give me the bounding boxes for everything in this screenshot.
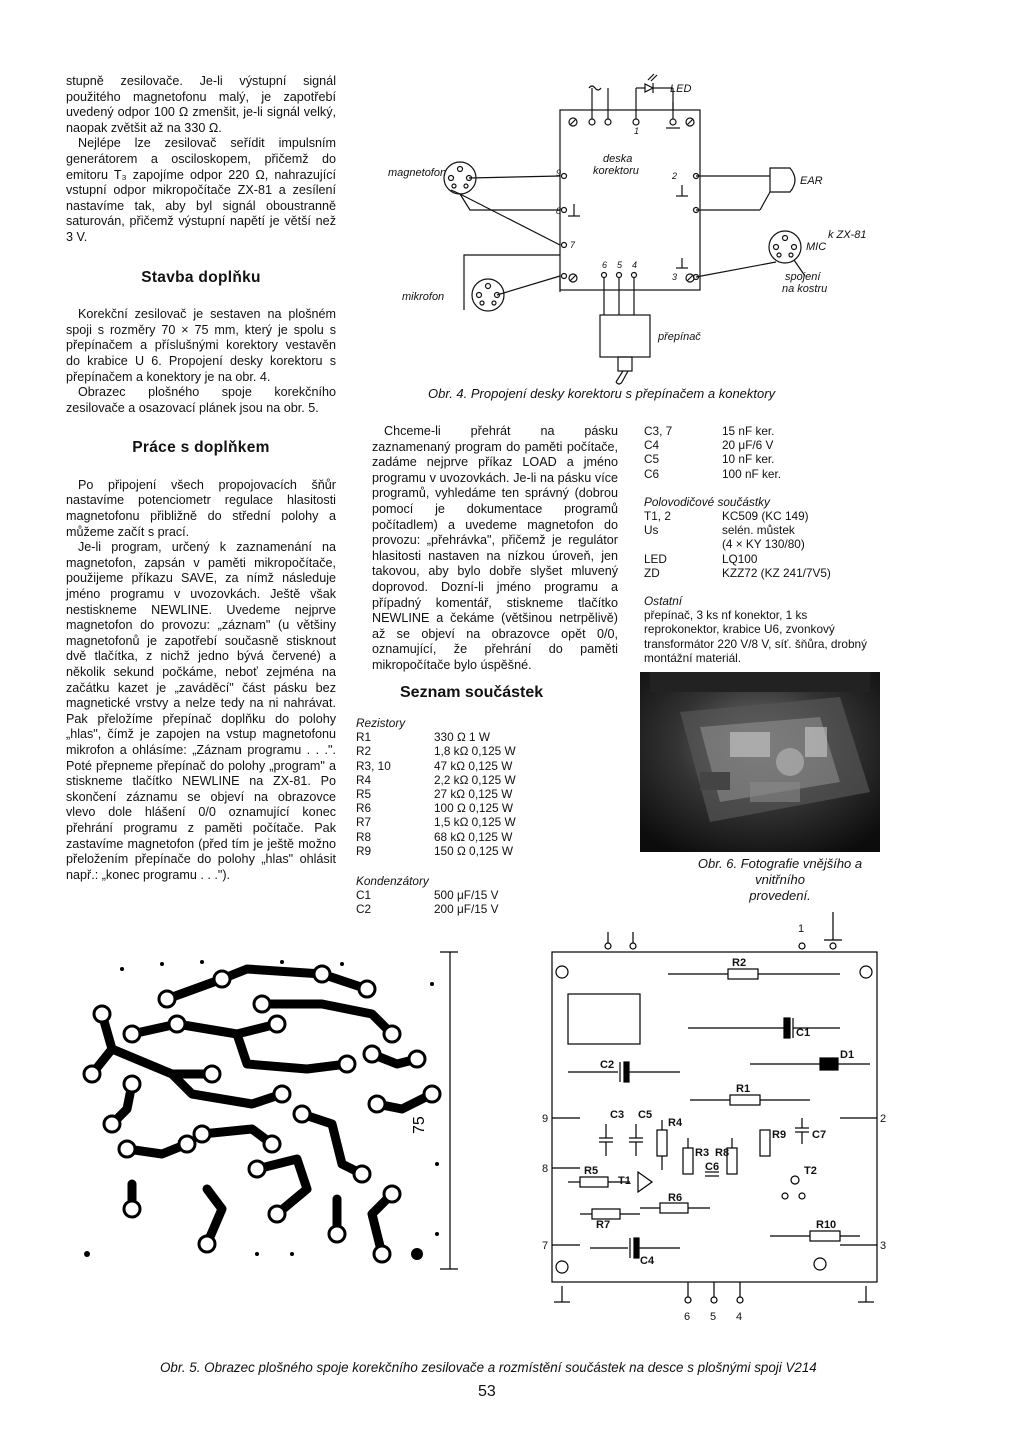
parts-row: [644, 467, 781, 481]
part-designator: C3, 7: [644, 424, 673, 438]
part-value: 150 Ω 0,125 W: [434, 843, 513, 858]
parts-row: [356, 759, 516, 773]
label-C7: C7: [812, 1129, 827, 1141]
part-value: 500 μF/15 V: [434, 888, 499, 903]
label-C4: C4: [640, 1255, 655, 1267]
pin-1: 1: [634, 126, 640, 136]
pin-2: 2: [672, 171, 678, 181]
parts-row: [644, 438, 781, 452]
parts-row: [356, 787, 516, 801]
parts-row: [356, 815, 516, 829]
label-R9: R9: [772, 1129, 787, 1141]
label-R7: R7: [596, 1219, 611, 1231]
part-value: 47 kΩ 0,125 W: [434, 758, 513, 773]
capacitor-table: [356, 888, 499, 916]
pin-label: 6: [684, 1311, 691, 1323]
part-value: 100 nF ker.: [722, 466, 782, 481]
label-R2: R2: [732, 957, 747, 969]
fig6-caption: [675, 856, 885, 904]
semiconductor-table: [644, 509, 831, 580]
paragraph: Obrazec plošného spoje korekčního zesilovače a osazovací plánek jsou na obr. 5.: [66, 385, 336, 415]
label-mic: MIC: [806, 241, 827, 253]
label-T2: T2: [804, 1165, 817, 1177]
label-R5: R5: [584, 1165, 599, 1177]
label-T1: T1: [618, 1175, 631, 1187]
part-designator: C1: [356, 888, 372, 903]
label-C1: C1: [796, 1027, 811, 1039]
part-value: 1,5 kΩ 0,125 W: [434, 815, 516, 830]
label-zx81: k ZX-81: [828, 229, 867, 241]
parts-heading-ostatni: Ostatní: [644, 594, 683, 609]
parts-row: [356, 830, 516, 844]
part-value: 330 Ω 1 W: [434, 730, 491, 745]
paragraph: stupně zesilovače. Je-li výstupní signál použitého magnetofonu malý, je zapotřebí uvedený odpor 100 Ω zmenšit, je-li signál velký, naopak zvětšit až na 330 Ω.: [66, 74, 336, 135]
pin-4: 4: [632, 260, 638, 270]
pin-8: 8: [556, 206, 562, 216]
fig4-wiring-diagram: [360, 70, 880, 390]
parts-row: [644, 509, 831, 523]
label-deska: deska: [603, 153, 633, 165]
part-value: 20 μF/6 V: [722, 438, 774, 453]
part-value: 68 kΩ 0,125 W: [434, 829, 513, 844]
label-D1: D1: [840, 1049, 855, 1061]
label-C3: C3: [610, 1109, 625, 1121]
pin-label: 5: [710, 1311, 717, 1323]
part-value: 1,8 kΩ 0,125 W: [434, 744, 516, 759]
part-designator: LED: [644, 551, 667, 566]
part-value: LQ100: [722, 551, 758, 566]
part-designator: C5: [644, 452, 660, 467]
pin-label: 7: [542, 1240, 549, 1252]
label-R1: R1: [736, 1083, 751, 1095]
part-designator: ZD: [644, 565, 660, 580]
parts-heading-kondenzatory: Kondenzátory: [356, 874, 429, 889]
pin-3: 3: [672, 272, 678, 282]
page-number: 53: [478, 1383, 496, 1400]
parts-row: [644, 537, 831, 551]
parts-heading-polovodice: Polovodičové součástky: [644, 494, 770, 509]
parts-row: [356, 902, 499, 916]
part-value: 27 kΩ 0,125 W: [434, 787, 513, 802]
fig6-caption-line2: provedení.: [749, 888, 811, 903]
part-designator: [644, 537, 722, 551]
pin-label: 8: [542, 1163, 549, 1175]
part-designator: Us: [644, 523, 659, 538]
capacitor-table-2: [644, 424, 781, 481]
parts-list-left: [356, 716, 586, 917]
parts-row: [644, 552, 831, 566]
parts-row: [356, 844, 516, 858]
part-value: (4 × KY 130/80): [722, 537, 805, 552]
part-designator: R6: [356, 801, 372, 816]
part-designator: R2: [356, 744, 372, 759]
part-value: 100 Ω 0,125 W: [434, 801, 513, 816]
fig5-pcb-pattern: [72, 944, 462, 1284]
label-R10: R10: [816, 1219, 837, 1231]
part-designator: R7: [356, 815, 372, 830]
label-korektoru: korektoru: [593, 165, 639, 177]
part-designator: R1: [356, 730, 372, 745]
label-spojeni: spojení: [785, 271, 821, 283]
label-led: LED: [670, 83, 692, 95]
pin-5: 5: [617, 260, 623, 270]
label-C2: C2: [600, 1059, 615, 1071]
pin-6: 6: [602, 260, 608, 270]
part-designator: R4: [356, 772, 372, 787]
part-designator: R8: [356, 829, 372, 844]
part-value: 15 nF ker.: [722, 424, 775, 438]
label-ear: EAR: [800, 175, 823, 187]
part-value: 200 μF/15 V: [434, 902, 499, 917]
part-value: 10 nF ker.: [722, 452, 775, 467]
dimension-75: 75: [411, 1116, 428, 1134]
label-R8: R8: [715, 1147, 730, 1159]
pin-label: 3: [880, 1240, 887, 1252]
parts-row: [644, 523, 831, 537]
label-C5: C5: [638, 1109, 653, 1121]
parts-title: Seznam součástek: [400, 684, 544, 701]
fig5-component-layout: [540, 912, 890, 1332]
parts-row: [644, 452, 781, 466]
pin-label: 4: [736, 1311, 743, 1323]
part-designator: C6: [644, 466, 660, 481]
part-value: KC509 (KC 149): [722, 509, 809, 524]
part-value: 2,2 kΩ 0,125 W: [434, 772, 516, 787]
paragraph: Je-li program, určený k zaznamenání na magnetofon, zapsán v paměti mikropočítače, použijeme příkazu SAVE, za nímž následuje jméno programu v uvozovkách. Ještě však nestiskneme NEWLINE. Uvedeme nejprve magnetofon do provozu: „záznam" (u většiny magnetofonů je zapotřebí současně stisknout dvě tlačítka, z nichž jedno bývá červené) a několik sekund počkáme, neboť zejména na začátku kazet je „zaváděcí" část pásku bez magnetické vrstvy a nelze tedy na ni nahrávat. Pak přeložíme přepínač doplňku do polohy „hlas", čímž je zapojen na vstup magnetofonu mikrofon a ohlásíme: „Záznam programu . . .". Poté přepneme přepínač do polohy „program" a stiskneme tlačítko NEWLINE na ZX-81. Po skončení záznamu se objeví na obrazovce vlevo dole hlášení 0/0 oznamující konec přehrání programu z paměti počítače. Pak zastavíme magnetofon (před tím je ještě možno přeložením přepínače do polohy „hlas" ohlásit např.: „konec programu . . .").: [66, 540, 336, 882]
label-na-kostru: na kostru: [782, 283, 828, 295]
paragraph: Korekční zesilovač je sestaven na plošném spoji s rozměry 70 × 75 mm, který je spolu s přepínačem a příslušnými korektory vestavěn do krabice U 6. Propojení desky korektoru s přepínačem a konektory je na obr. 4.: [66, 307, 336, 384]
parts-row: [356, 801, 516, 815]
label-magnetofon: magnetofon: [388, 167, 447, 179]
left-column: [66, 74, 336, 883]
parts-row: [644, 424, 781, 438]
paragraph: Nejlépe lze zesilovač seřídit impulsním generátorem a osciloskopem, přičemž do emitoru T₃ zapojíme odpor 220 Ω, nahrazující vstupní odpor mikropočítače ZX-81 a zesílení nastavíme tak, aby byl signál oboustranně saturován, přičemž výstupní napětí je větší než 3 V.: [66, 136, 336, 244]
part-designator: R3, 10: [356, 758, 391, 773]
pin-label: 9: [542, 1113, 549, 1125]
part-designator: R9: [356, 843, 372, 858]
fig4-caption: Obr. 4. Propojení desky korektoru s přepínačem a konektory: [428, 386, 776, 401]
section-heading-prace: Práce s doplňkem: [132, 439, 270, 457]
parts-row: [644, 566, 831, 580]
label-R4: R4: [668, 1117, 683, 1129]
parts-list-right: [644, 424, 884, 665]
parts-row: [356, 773, 516, 787]
fig5-caption: Obr. 5. Obrazec plošného spoje korekčního zesilovače a rozmístění součástek na desce s plošnými spoji V214: [160, 1360, 817, 1375]
parts-heading-rezistory: Rezistory: [356, 716, 406, 730]
pin-label: 1: [798, 923, 805, 935]
label-R3: R3: [695, 1147, 710, 1159]
paragraph: Chceme-li přehrát na pásku zaznamenaný program do paměti počítače, zadáme nejprve příkaz LOAD a jméno programu v uvozovkách. Je-li na pásku více programů, vyhledáme ten správný (dobrou pomocí je dokumentace programů počítadlem) a uvedeme magnetofon do provozu: „přehrávka", přičemž je regulátor hlasitosti nastaven na nízkou úroveň, jen takovou, aby bylo dobře slyšet mluvený doprovod. Dozní-li jméno programu a případný komentář, stiskneme tlačítko NEWLINE a čekáme (většinou netrpělivě) až se objeví na obrazovce opět 0/0, oznamující, že přehrání do paměti mikropočítače bylo úspěšné.: [372, 424, 618, 672]
part-designator: C2: [356, 902, 372, 917]
parts-other: přepínač, 3 ks nf konektor, 1 ks reprokonektor, krabice U6, zvonkový transformátor 220 V/8 V, síť. šňůra, drobný montážní materiál.: [644, 608, 868, 665]
pin-7: 7: [570, 240, 576, 250]
parts-row: [356, 888, 499, 902]
parts-row: [356, 744, 516, 758]
fig6-photo: [640, 672, 880, 852]
label-R6: R6: [668, 1192, 683, 1204]
resistor-table: [356, 730, 516, 858]
part-value: selén. můstek: [722, 523, 795, 538]
label-prepinac: přepínač: [658, 331, 701, 343]
part-designator: T1, 2: [644, 509, 671, 524]
parts-row: [356, 730, 516, 744]
pin-label: 2: [880, 1113, 887, 1125]
middle-column: [372, 424, 618, 674]
part-designator: R5: [356, 787, 372, 802]
pin-9: 9: [556, 168, 562, 178]
label-mikrofon: mikrofon: [402, 291, 445, 303]
fig6-caption-line1: Obr. 6. Fotografie vnějšího a vnitřního: [697, 856, 863, 887]
label-C6: C6: [705, 1161, 720, 1173]
paragraph: Po připojení všech propojovacích šňůr nastavíme potenciometr regulace hlasitosti magnetofonu přibližně do střední polohy a můžeme začít s prací.: [66, 477, 336, 539]
section-heading-stavba: Stavba doplňku: [141, 268, 261, 286]
part-value: KZZ72 (KZ 241/7V5): [722, 565, 831, 580]
part-designator: C4: [644, 438, 660, 453]
